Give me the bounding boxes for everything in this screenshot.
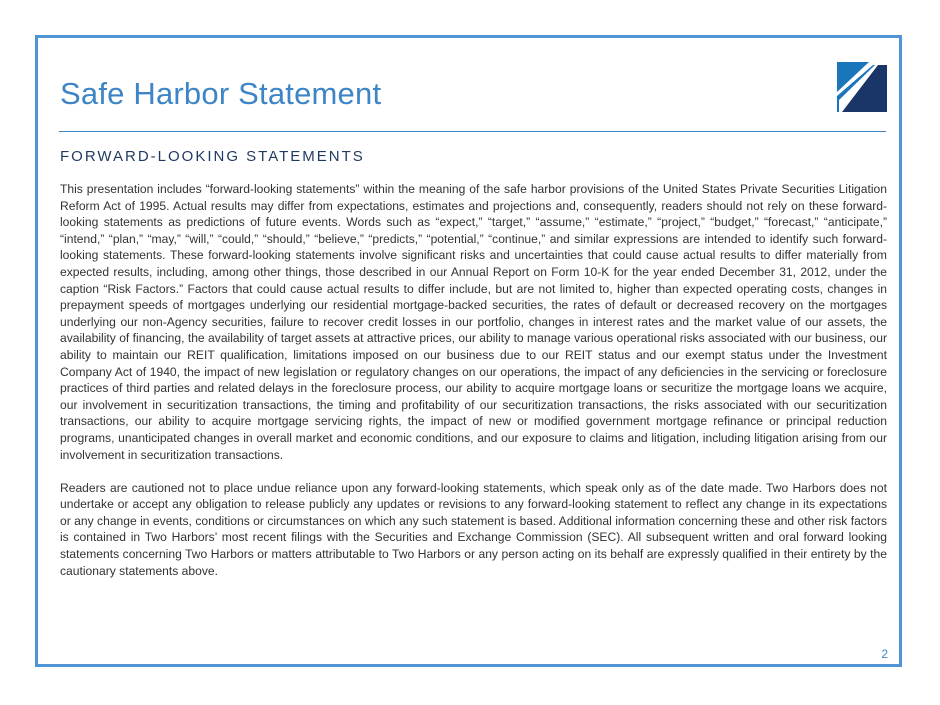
title-divider [59, 131, 886, 132]
statement-paragraph-2: Readers are cautioned not to place undue reliance upon any forward-looking statements, which speak only as of the date made. Two Harbors does not undertake or accept any obligation to release publicly any updates or revisions to any forward-looking statement to reflect any change in its expectations or any change in events, conditions or circumstances on which any such statement is based. Additional information concerning these and other risk factors is contained in Two Harbors’ most recent filings with the Securities and Exchange Commission (SEC). All subsequent written and oral forward looking statements concerning Two Harbors or matters attributable to Two Harbors or any person acting on its behalf are expressly qualified in their entirety by the cautionary statements above. [60, 480, 887, 578]
statement-paragraph-1: This presentation includes “forward-looking statements” within the meaning of the safe harbor provisions of the United States Private Securities Litigation Reform Act of 1995. Actual results may differ from expectations, estimates and projections and, consequently, readers should not rely on these forward-looking statements as predictions of future events. Words such as “expect,” “target,” “assume,” “estimate,” “project,” “budget,” “forecast,” “anticipate,” “intend,” “plan,” “may,” “will,” “could,” “should,” “believe,” “predicts,” “potential,” “continue,” and similar expressions are intended to identify such forward-looking statements. These forward-looking statements involve significant risks and uncertainties that could cause actual results to differ materially from expected results, including, among other things, those described in our Annual Report on Form 10-K for the year ended December 31, 2012, under the caption “Risk Factors.” Factors that could cause actual results to differ include, but are not limited to, higher than expected operating costs, changes in prepayment speeds of mortgages underlying our residential mortgage-backed securities, the rates of default or decreased recovery on the mortgages underlying our non-Agency securities, failure to recover credit losses in our portfolio, changes in interest rates and the market value of our assets, the availability of financing, the availability of target assets at attractive prices, our ability to manage various operational risks associated with our business, our ability to maintain our REIT qualification, limitations imposed on our business due to our REIT status and our exempt status under the Investment Company Act of 1940, the impact of new legislation or regulatory changes on our operations, the impact of any deficiencies in the servicing or foreclosure practices of third parties and related delays in the foreclosure process, our ability to acquire mortgage loans or securitize the mortgage loans we acquire, our involvement in securitization transactions, the timing and profitability of our securitization transactions, the risks associated with our securitization transactions, our ability to acquire mortgage servicing rights, the impact of new or modified government mortgage refinance or principal reduction programs, unanticipated changes in overall market and economic conditions, and our exposure to claims and litigation, including litigation arising from our involvement in securitization transactions. [60, 182, 887, 462]
section-heading: FORWARD-LOOKING STATEMENTS [60, 148, 365, 165]
statement-body [60, 181, 887, 596]
slide-title: Safe Harbor Statement [60, 76, 382, 111]
two-harbors-logo-icon [837, 62, 887, 112]
page-number: 2 [881, 647, 888, 661]
